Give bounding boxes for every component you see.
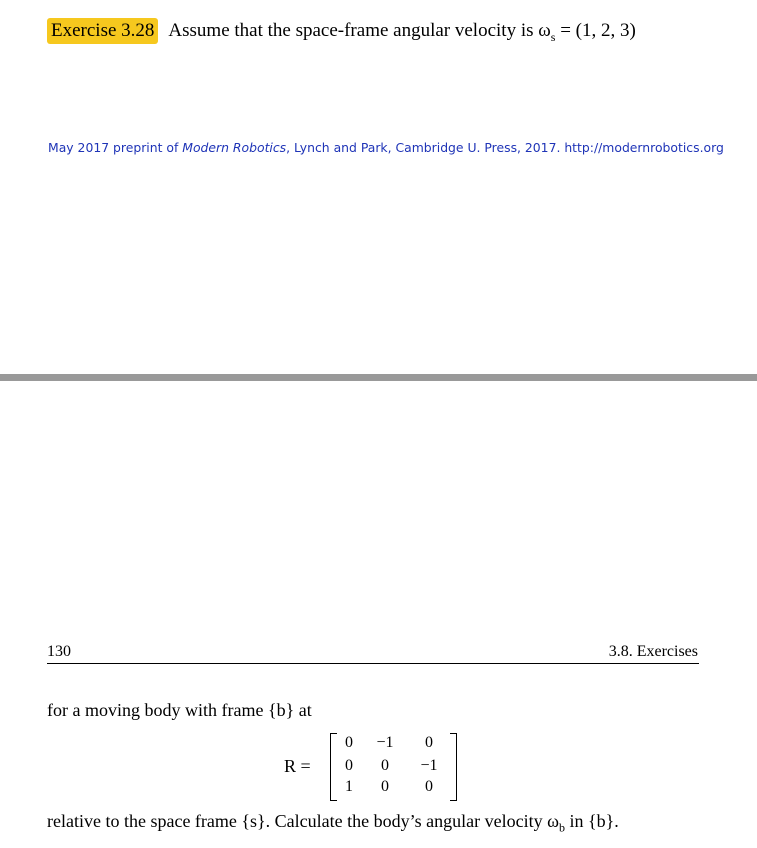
matrix-cell: 0: [381, 757, 389, 774]
body-line-1: for a moving body with frame {b} at: [47, 700, 312, 720]
matrix-bracket-right: [450, 733, 457, 801]
preprint-title: Modern Robotics: [182, 140, 287, 155]
omega-value: = (1, 2, 3): [555, 20, 636, 41]
exercise-statement: [47, 18, 636, 50]
exercise-label: Exercise 3.28: [47, 18, 158, 44]
page-number: 130: [47, 643, 71, 660]
body-line-2: [47, 811, 619, 836]
matrix-cell: 0: [425, 734, 433, 751]
section-title: 3.8. Exercises: [608, 643, 698, 660]
line2-prefix: relative to the space frame {s}. Calculate the body’s angular velocity ω: [47, 811, 559, 831]
matrix-cell: 0: [381, 778, 389, 795]
line2-suffix: in {b}.: [564, 811, 619, 831]
preprint-suffix[interactable]: , Lynch and Park, Cambridge U. Press, 2017. http://modernrobotics.org: [286, 140, 724, 155]
exercise-text: Assume that the space-frame angular velocity is ω: [168, 20, 551, 41]
matrix-cell: 0: [345, 734, 353, 751]
matrix-cell: −1: [376, 734, 394, 751]
matrix-cell: 1: [345, 778, 353, 795]
matrix-label: R =: [284, 756, 311, 776]
matrix-cell: 0: [425, 778, 433, 795]
matrix-cell: 0: [345, 757, 353, 774]
omega-b-subscript: b: [558, 820, 565, 835]
preprint-footer: [48, 140, 724, 155]
matrix-cell: −1: [420, 757, 438, 774]
omega-subscript: s: [550, 29, 556, 44]
page-separator: [0, 374, 757, 381]
header-rule: [47, 663, 699, 664]
preprint-prefix: May 2017 preprint of: [48, 140, 183, 155]
